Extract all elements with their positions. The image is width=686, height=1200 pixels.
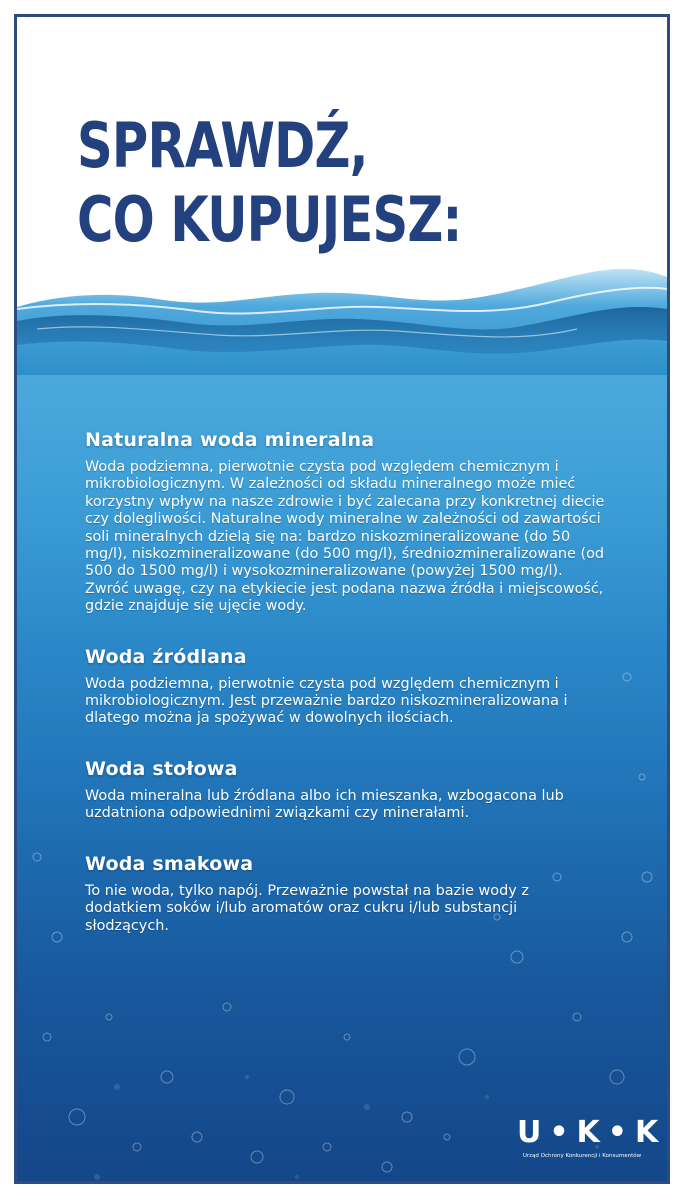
poster xyxy=(14,14,670,1184)
section-woda-stolowa xyxy=(85,758,605,823)
poster-title xyxy=(77,109,462,257)
section-heading: Woda źródlana xyxy=(85,645,247,668)
section-heading: Woda stołowa xyxy=(85,757,238,780)
section-text: Woda podziemna, pierwotnie czysta pod względem chemicznym i mikrobiologicznym. W zależności od składu mineralnego może mieć korzystny wpływ na nasze zdrowie i być zalecana przy konkretnej diecie czy dolegliwości. Naturalne wody mineralne w zależności od zawartości soli mineralnych dzielą się na: bardzo niskozmineralizowane (do 50 mg/l), niskozmineralizowane (do 500 mg/l), średniozmineralizowane (od 500 do 1500 mg/l) i wysokozmineralizowane (powyżej 1500 mg/l). Zwróć uwagę, czy na etykiecie jest podana nazwa źródła i miejscowość, gdzie znajduje się ujęcie wody. xyxy=(85,459,605,615)
section-naturalna-woda-mineralna xyxy=(85,429,605,616)
section-woda-zrodlana xyxy=(85,646,605,728)
section-text: Woda podziemna, pierwotnie czysta pod względem chemicznym i mikrobiologicznym. Jest przeważnie bardzo niskozmineralizowana i dlatego można ja spożywać w dowolnych ilościach. xyxy=(85,675,568,727)
section-text: Woda mineralna lub źródlana albo ich mieszanka, wzbogacona lub uzdatniona odpowiednimi związkami czy minerałami. xyxy=(85,787,564,822)
logo-caption: Urząd Ochrony Konkurencji i Konsumentów xyxy=(522,1153,642,1159)
section-text: To nie woda, tylko napój. Przeważnie powstał na bazie wody z dodatkiem soków i/lub aromatów oraz cukru i/lub substancji słodzących. xyxy=(85,882,529,934)
title-line-2: CO KUPUJESZ: xyxy=(77,183,462,256)
section-heading: Woda smakowa xyxy=(85,852,254,875)
title-line-1: SPRAWDŹ, xyxy=(77,109,368,182)
section-woda-smakowa xyxy=(85,853,605,935)
logo-mark: U•K•K xyxy=(517,1115,667,1150)
section-heading: Naturalna woda mineralna xyxy=(85,429,375,451)
uokik-logo xyxy=(517,1115,667,1159)
content xyxy=(85,429,605,965)
